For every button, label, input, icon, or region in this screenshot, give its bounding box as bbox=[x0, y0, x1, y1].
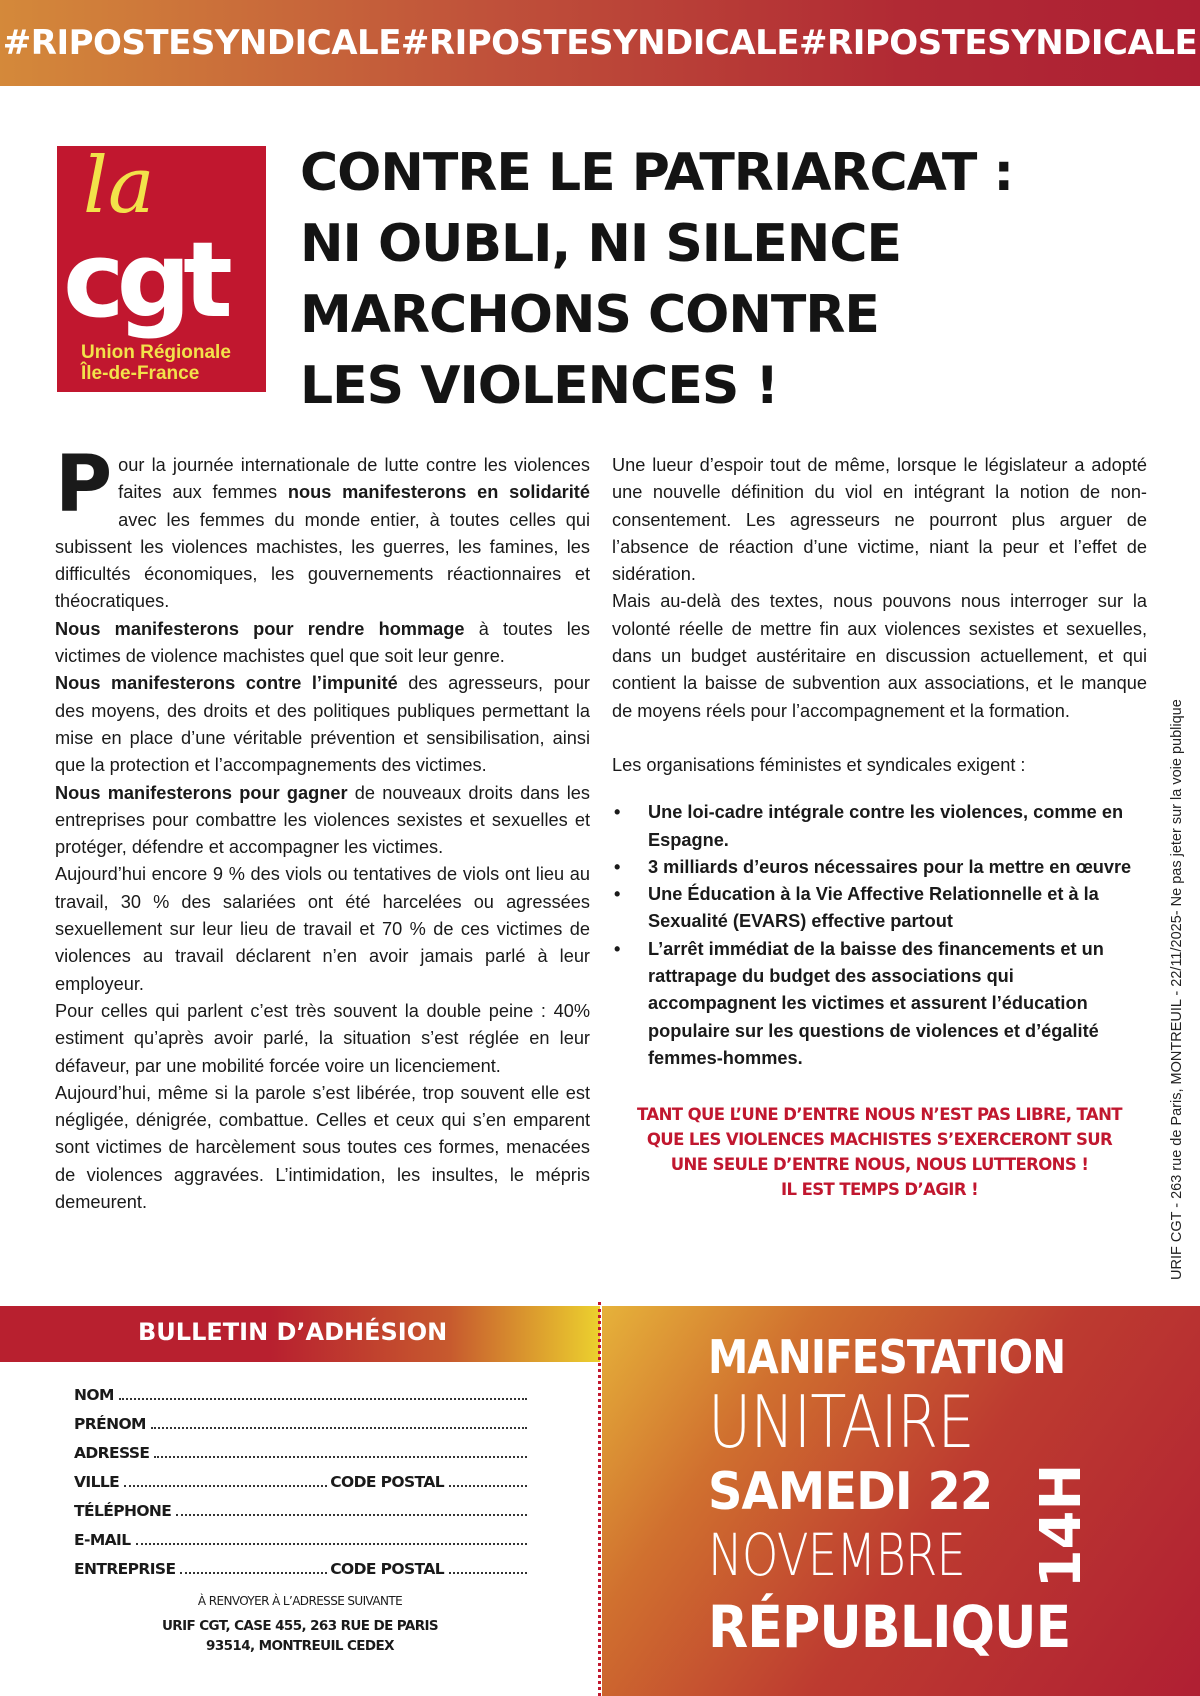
right-column bbox=[612, 452, 1147, 1202]
list-item: • L’arrêt immédiat de la baisse des financements et un rattrapage du budget des associations qui accompagnent les victimes et assurent l’éducation populaire sur les questions de violences et d’égalité femmes-hommes. bbox=[612, 936, 1147, 1072]
event-time: 14H bbox=[1029, 1463, 1094, 1589]
field-label: ADRESSE bbox=[74, 1444, 150, 1462]
paragraph: Les organisations féministes et syndicales exigent : bbox=[612, 754, 1026, 775]
list-item: • 3 milliards d’euros nécessaires pour la mettre en œuvre bbox=[612, 854, 1147, 881]
bold-text: nous manifesterons en solidarité bbox=[287, 482, 590, 503]
form-row-adresse bbox=[74, 1433, 530, 1462]
cta-line: IL EST TEMPS D’AGIR ! bbox=[780, 1180, 978, 1200]
paragraph: Aujourd’hui encore 9 % des viols ou tentatives de viols ont lieu au travail, 30 % des salariées ont été harcelées ou agressées sexuellement sur leur lieu de travail et 70 % de ces victimes de violences au travail déclarent n’en avoir jamais parlé à leur employeur. bbox=[55, 864, 590, 994]
form-row-prenom bbox=[74, 1404, 530, 1433]
event-date: SAMEDI 22 bbox=[708, 1462, 993, 1522]
field-label: PRÉNOM bbox=[74, 1415, 146, 1433]
hashtag-text: #RIPOSTESYNDICALE#RIPOSTESYNDICALE#RIPOSTESYNDICALE bbox=[2, 23, 1198, 63]
logo-region bbox=[81, 342, 231, 384]
telephone-field[interactable] bbox=[176, 1514, 527, 1516]
bulletin-header bbox=[0, 1306, 600, 1362]
logo-cgt: cgt bbox=[63, 219, 225, 341]
form-row-nom bbox=[74, 1375, 530, 1404]
event-month: NOVEMBRE bbox=[708, 1521, 966, 1589]
demands-list bbox=[612, 799, 1147, 1072]
title-line: CONTRE LE PATRIARCAT : bbox=[300, 143, 1014, 203]
text: our la journée internationale de lutte contre les violences faites aux femmes bbox=[118, 455, 590, 503]
title-line: MARCHONS CONTRE bbox=[300, 285, 879, 345]
paragraph bbox=[55, 440, 590, 616]
list-item: • Une Éducation à la Vie Affective Relationnelle et à la Sexualité (EVARS) effective partout bbox=[612, 881, 1147, 936]
event-line: MANIFESTATION bbox=[708, 1330, 1066, 1384]
email-field[interactable] bbox=[136, 1543, 528, 1545]
ville-field[interactable] bbox=[124, 1485, 327, 1487]
logo-la: la bbox=[83, 146, 155, 231]
field-label: TÉLÉPHONE bbox=[74, 1502, 172, 1520]
paragraph: Aujourd’hui, même si la parole s’est libérée, trop souvent elle est négligée, dénigrée, combattue. Celles et ceux qui s’en emparent sont victimes de harcèlement sous toutes ces formes, menacées de violences aggravées. L’intimidation, les insultes, le mépris demeurent. bbox=[55, 1082, 590, 1213]
text: avec les femmes du monde entier, à toutes celles qui subissent les violences machistes, les guerres, les famines, les difficultés économiques, les gouvernements réactionnaires et théocratiques. bbox=[55, 509, 590, 612]
cta-line: TANT QUE L’UNE D’ENTRE NOUS N’EST PAS LIBRE, TANT bbox=[637, 1105, 1122, 1125]
text: de nouveaux droits dans les entreprises pour combattre les violences sexistes et sexuelles et protéger, défendre et accompagner les victimes. bbox=[55, 782, 590, 858]
cta-line: QUE LES VIOLENCES MACHISTES S’EXERCERONT SUR bbox=[646, 1130, 1113, 1150]
bold-text: Nous manifesterons contre l’impunité bbox=[55, 673, 398, 694]
list-item: • Une loi-cadre intégrale contre les violences, comme en Espagne. bbox=[612, 799, 1147, 854]
form-row-entreprise bbox=[74, 1549, 530, 1578]
event-panel bbox=[602, 1306, 1200, 1696]
paragraph bbox=[55, 616, 590, 671]
title-line: NI OUBLI, NI SILENCE bbox=[300, 214, 902, 274]
nom-field[interactable] bbox=[119, 1398, 527, 1400]
prenom-field[interactable] bbox=[151, 1427, 527, 1429]
text: à toutes les victimes de violence machistes quel que soit leur genre. bbox=[55, 618, 590, 667]
hashtag-banner bbox=[0, 0, 1200, 86]
cgt-logo bbox=[57, 146, 266, 392]
send-to-label: À RENVOYER À L’ADRESSE SUIVANTE bbox=[197, 1594, 403, 1608]
left-column bbox=[55, 440, 590, 1216]
field-label: NOM bbox=[74, 1386, 114, 1404]
bold-text: Nous manifesterons pour rendre hommage bbox=[55, 618, 465, 639]
paragraph: Mais au-delà des textes, nous pouvons nous interroger sur la volonté réelle de mettre fin aux violences sexistes et sexuelles, dans un budget austéritaire en discussion actuellement, et qui contient la baisse de subvention aux associations, et le manque de moyens réels pour l’accompagnement et la formation. bbox=[612, 591, 1147, 721]
event-location: RÉPUBLIQUE bbox=[708, 1593, 1071, 1661]
cta-line: UNE SEULE D’ENTRE NOUS, NOUS LUTTERONS ! bbox=[670, 1155, 1089, 1175]
paragraph: Pour celles qui parlent c’est très souvent la double peine : 40% estiment qu’après avoir parlé, la situation s’est réglée en leur défaveur, par une mobilité forcée voire un licenciement. bbox=[55, 1000, 590, 1076]
form-row-email bbox=[74, 1520, 530, 1549]
paragraph bbox=[55, 780, 590, 862]
membership-form bbox=[74, 1375, 530, 1578]
return-address bbox=[100, 1594, 500, 1656]
field-label: CODE POSTAL bbox=[330, 1560, 444, 1578]
logo-line2: Île-de-France bbox=[81, 363, 200, 384]
logo-line1: Union Régionale bbox=[81, 342, 231, 363]
entreprise-field[interactable] bbox=[180, 1572, 327, 1574]
field-label: E-MAIL bbox=[74, 1531, 131, 1549]
call-to-action bbox=[612, 1102, 1147, 1202]
address-line: 93514, MONTREUIL CEDEX bbox=[206, 1638, 394, 1654]
field-label: VILLE bbox=[74, 1473, 120, 1491]
address-line: URIF CGT, CASE 455, 263 RUE DE PARIS bbox=[161, 1618, 439, 1634]
page-title bbox=[300, 138, 1013, 422]
form-row-ville bbox=[74, 1462, 530, 1491]
dropcap: P bbox=[55, 440, 113, 530]
text: des agresseurs, pour des moyens, des droits et des politiques publiques permettant la mise en place d’une véritable prévention et sensibilisation, ainsi que la protection et l’accompagnements des victimes. bbox=[55, 673, 590, 776]
paragraph: Une lueur d’espoir tout de même, lorsque le législateur a adopté une nouvelle définition du viol en intégrant la notion de non-consentement. Les agresseurs ne pourront plus arguer de l’absence de réaction d’une victime, niant la peur et l’effet de sidération. bbox=[612, 455, 1147, 585]
title-line: LES VIOLENCES ! bbox=[300, 356, 779, 416]
paragraph bbox=[55, 670, 590, 779]
code-postal-field[interactable] bbox=[449, 1572, 527, 1574]
adresse-field[interactable] bbox=[154, 1456, 527, 1458]
side-note: URIF CGT - 263 rue de Paris, MONTREUIL - 22/11/2025- Ne pas jeter sur la voie publique bbox=[1169, 699, 1185, 1280]
code-postal-field[interactable] bbox=[449, 1485, 527, 1487]
bulletin-title: BULLETIN D’ADHÉSION bbox=[138, 1318, 448, 1346]
field-label: CODE POSTAL bbox=[330, 1473, 444, 1491]
bold-text: Nous manifesterons pour gagner bbox=[55, 782, 348, 803]
form-row-telephone bbox=[74, 1491, 530, 1520]
field-label: ENTREPRISE bbox=[74, 1560, 176, 1578]
event-line: UNITAIRE bbox=[708, 1380, 974, 1464]
